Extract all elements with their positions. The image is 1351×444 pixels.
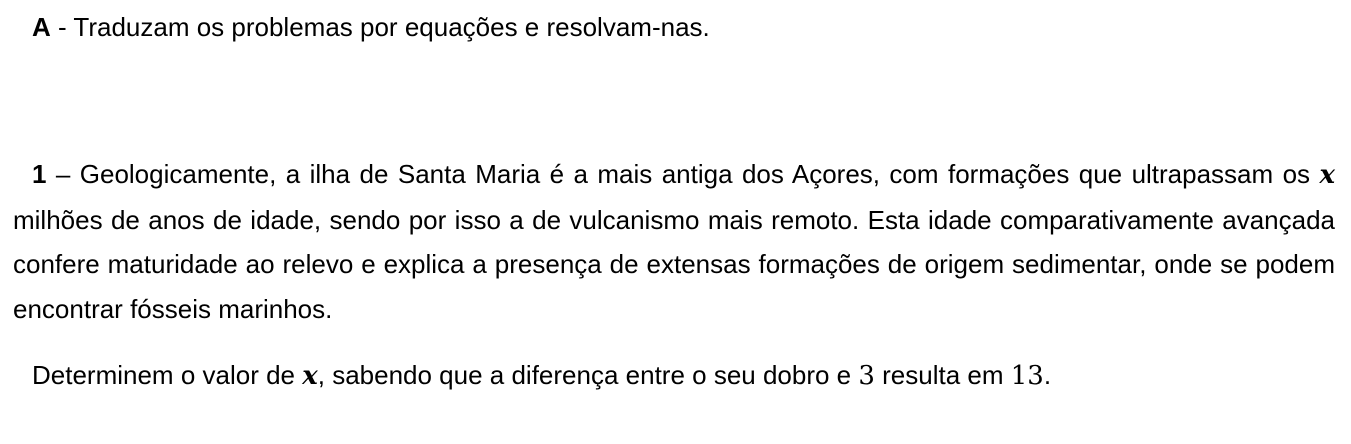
question-text-part2: , sabendo que a diferença entre o seu dobro e — [317, 360, 859, 390]
section-instruction: - Traduzam os problemas por equações e resolvam-nas. — [50, 12, 710, 42]
math-number-13: 13 — [1010, 361, 1044, 391]
math-number-3: 3 — [858, 361, 875, 391]
problem-text-part2: milhões de anos de idade, sendo por isso a de vulcanismo mais remoto. Esta idade comparativamente avançada confere maturidade ao relevo e explica a presença de extensas formações de origem sedimentar, onde se podem encontrar fósseis marinhos. — [13, 204, 1335, 325]
question-text-part3: resulta em — [874, 360, 1011, 390]
question-paragraph — [32, 358, 1051, 393]
math-variable-x: x — [302, 361, 318, 391]
section-label: A — [32, 12, 51, 42]
problem-paragraph — [13, 152, 1335, 332]
question-text-part4: . — [1043, 360, 1052, 390]
question-text-part1: Determinem o valor de — [32, 360, 303, 390]
problem-number: 1 — [32, 159, 47, 189]
problem-text-part1: – Geologicamente, a ilha de Santa Maria é a mais antiga dos Açores, com formações que ultrapassam os — [46, 159, 1320, 189]
math-variable-x: x — [1319, 160, 1335, 190]
section-heading — [32, 10, 710, 44]
